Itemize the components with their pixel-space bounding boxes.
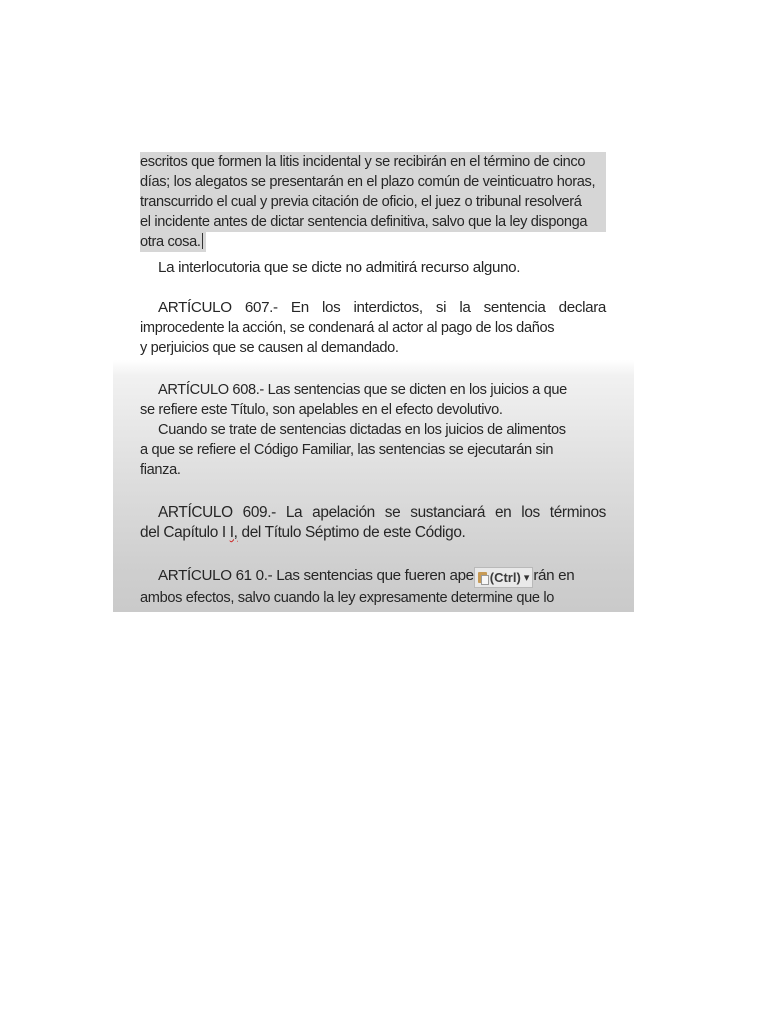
selected-text-block[interactable] — [140, 152, 606, 252]
article-607[interactable] — [140, 298, 606, 358]
article-609[interactable] — [140, 503, 606, 543]
article-610-line-2: ambos efectos, salvo cuando la ley expresamente determine que lo — [140, 590, 555, 606]
selected-line-4[interactable]: el incidente antes de dictar sentencia definitiva, salvo que la ley disponga — [140, 212, 606, 232]
document-screenshot — [113, 146, 634, 612]
selected-line-2[interactable]: días; los alegatos se presentarán en el plazo común de veinticuatro horas, — [140, 172, 606, 192]
article-610-text-a: ARTÍCULO 61 0.- Las sentencias que fueren ape — [158, 567, 474, 584]
article-608[interactable] — [140, 380, 606, 480]
clipboard-icon — [478, 571, 488, 584]
selected-line-1[interactable]: escritos que formen la litis incidental y se recibirán en el término de cinco — [140, 152, 606, 172]
paste-options-label: (Ctrl) — [489, 569, 521, 585]
selected-line-3[interactable]: transcurrido el cual y previa citación de oficio, el juez o tribunal resolverá — [140, 192, 606, 212]
article-609-line-1: ARTÍCULO 609.- La apelación se sustanciará en los términos — [158, 504, 606, 521]
interlocutoria-text: La interlocutoria que se dicte no admitirá recurso alguno. — [158, 259, 521, 276]
chevron-down-icon: ▾ — [523, 571, 530, 584]
spelling-error-mark[interactable]: I, — [229, 524, 238, 541]
article-608-line-5: fianza. — [140, 462, 181, 478]
article-608-line-4: a que se refiere el Código Familiar, las sentencias se ejecutarán sin — [140, 442, 554, 458]
paste-options-button[interactable] — [474, 567, 534, 588]
article-607-line-3: y perjuicios que se causen al demandado. — [140, 340, 399, 356]
article-608-line-2: se refiere este Título, son apelables en el efecto devolutivo. — [140, 402, 503, 418]
article-608-line-3: Cuando se trate de sentencias dictadas en los juicios de alimentos — [158, 422, 566, 438]
article-609-line-2 — [140, 523, 606, 543]
article-609-text-c: del Título Séptimo de este Código. — [237, 524, 466, 541]
article-608-line-1: ARTÍCULO 608.- Las sentencias que se dicten en los juicios a que — [158, 382, 567, 398]
article-607-line-2: improcedente la acción, se condenará al actor al pago de los daños — [140, 320, 555, 336]
article-609-text-a: del Capítulo I — [140, 524, 230, 541]
article-610-text-b: rán en — [533, 567, 575, 584]
article-607-line-1: ARTÍCULO 607.- En los interdictos, si la sentencia declara — [158, 299, 606, 316]
selected-last-text: otra cosa. — [140, 234, 201, 250]
interlocutoria-paragraph[interactable] — [140, 258, 624, 278]
text-cursor — [202, 233, 203, 249]
article-610[interactable] — [140, 566, 606, 608]
selected-line-5[interactable] — [140, 232, 206, 252]
article-610-line-1 — [140, 566, 606, 588]
